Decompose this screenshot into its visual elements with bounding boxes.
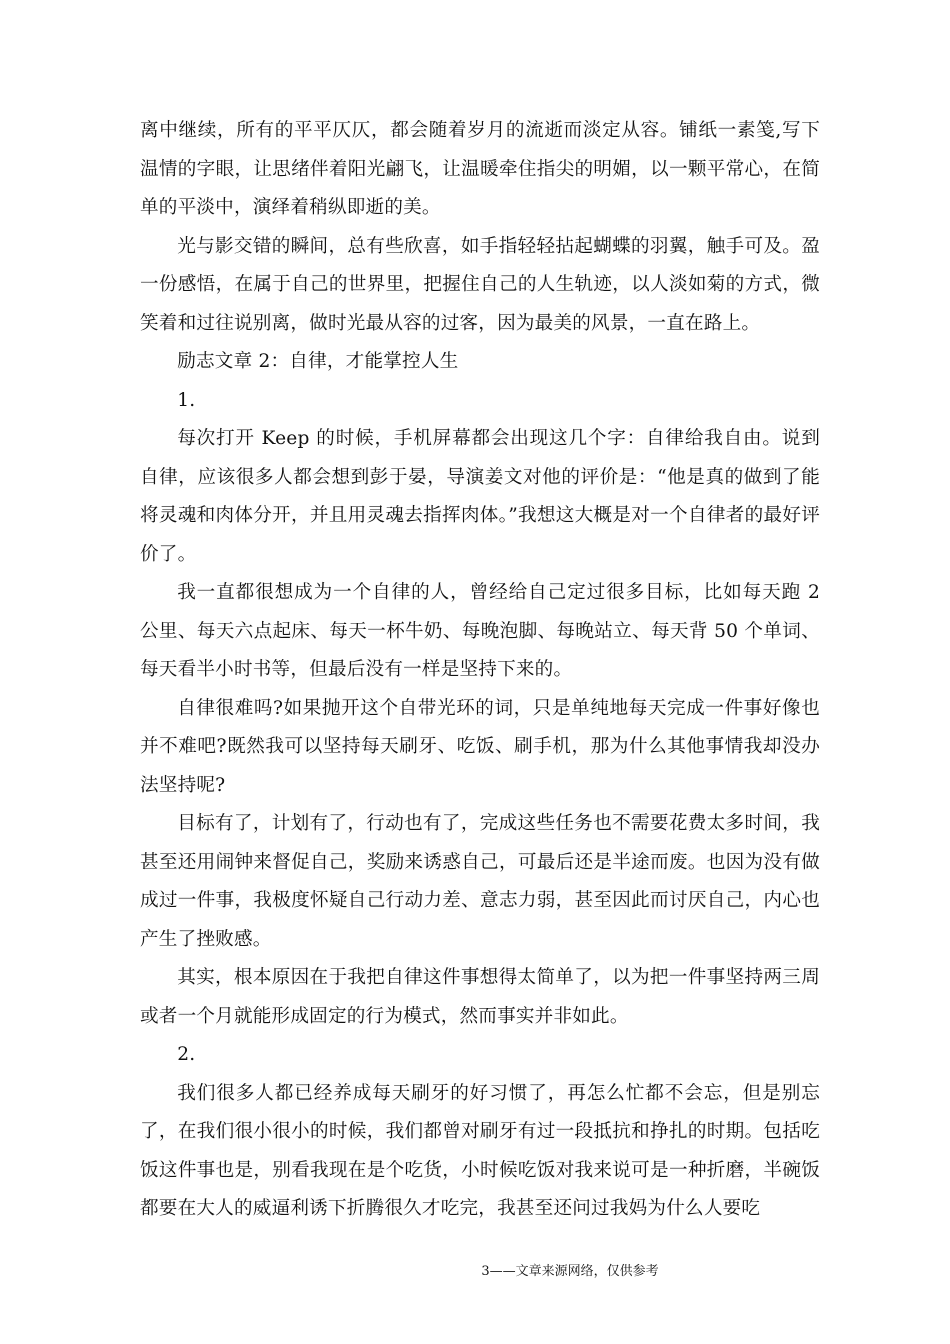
paragraph-keep: 每次打开 Keep 的时候，手机屏幕都会出现这几个字：自律给我自由。说到自律，应该很多人都会想到彭于晏，导演姜文对他的评价是：“他是真的做到了能将灵魂和肉体分开，并且用灵魂去指挥肉体。”我想这大概是对一个自律者的最好评价了。 xyxy=(140,428,820,565)
paragraph-gave-up: 目标有了，计划有了，行动也有了，完成这些任务也不需要花费太多时间，我甚至还用闹钟来督促自己，奖励来诱惑自己，可最后还是半途而废。也因为没有做成过一件事，我极度怀疑自己行动力差、意志力弱，甚至因此而讨厌自己，内心也产生了挫败感。 xyxy=(140,813,820,950)
article-body xyxy=(140,112,820,1229)
paragraph-continuation: 离中继续，所有的平平仄仄，都会随着岁月的流逝而淡定从容。铺纸一素笺,写下温情的字眼，让思绪伴着阳光翩飞，让温暖牵住指尖的明媚，以一颗平常心，在简单的平淡中，演绎着稍纵即逝的美。 xyxy=(140,120,820,218)
paragraph-brushing-teeth: 我们很多人都已经养成每天刷牙的好习惯了，再怎么忙都不会忘，但是别忘了，在我们很小很小的时候，我们都曾对刷牙有过一段抵抗和挣扎的时期。包括吃饭这件事也是，别看我现在是个吃货，小时候吃饭对我来说可是一种折磨，半碗饭都要在大人的威逼利诱下折腾很久才吃完，我甚至还问过我妈为什么人要吃 xyxy=(140,1082,820,1219)
section-number-2: 2. xyxy=(177,1044,196,1065)
paragraph-is-it-hard: 自律很难吗?如果抛开这个自带光环的词，只是单纯地每天完成一件事好像也并不难吧?既然我可以坚持每天刷牙、吃饭、刷手机，那为什么其他事情我却没办法坚持呢? xyxy=(140,697,820,796)
paragraph-light-and-shadow: 光与影交错的瞬间，总有些欣喜，如手指轻轻拈起蝴蝶的羽翼，触手可及。盈一份感悟，在属于自己的世界里，把握住自己的人生轨迹，以人淡如菊的方式，微笑着和过往说别离，做时光最从容的过客，因为最美的风景，一直在路上。 xyxy=(140,235,820,334)
article-heading: 励志文章 2：自律，才能掌控人生 xyxy=(177,351,459,372)
page-footer xyxy=(0,1260,950,1279)
paragraph-goals: 我一直都很想成为一个自律的人，曾经给自己定过很多目标，比如每天跑 2 公里、每天六点起床、每天一杯牛奶、每晚泡脚、每晚站立、每天背 50 个单词、每天看半小时书等，但最后没有一样是坚持下来的。 xyxy=(140,582,820,680)
section-number-1: 1. xyxy=(177,389,196,411)
paragraph-root-cause: 其实，根本原因在于我把自律这件事想得太简单了，以为把一件事坚持两三周或者一个月就能形成固定的行为模式，然而事实并非如此。 xyxy=(140,967,820,1027)
footer-text: 3——文章来源网络，仅供参考 xyxy=(481,1264,659,1279)
